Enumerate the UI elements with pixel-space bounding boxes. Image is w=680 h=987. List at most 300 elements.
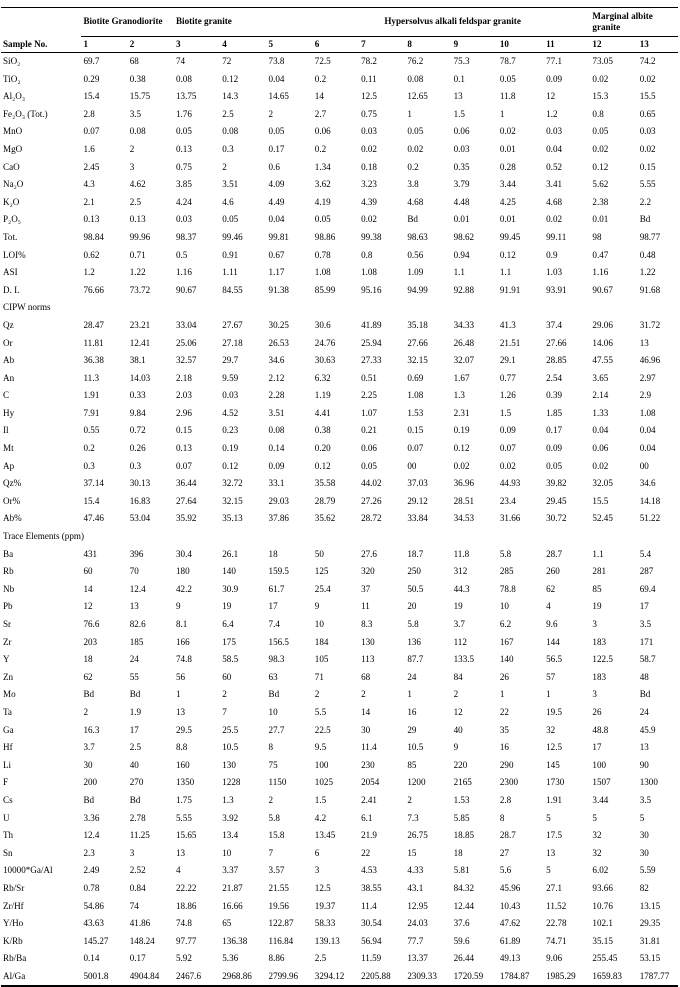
value-cell: 29 xyxy=(407,724,417,735)
value-cell: 0.12 xyxy=(499,249,516,260)
value-cell: 9.84 xyxy=(129,407,146,418)
value-cell: 30 xyxy=(361,724,371,735)
table-row xyxy=(1,493,678,511)
value-cell: 2.78 xyxy=(129,812,146,823)
value-cell: 9 xyxy=(175,601,181,612)
value-cell: 3.5 xyxy=(639,619,652,629)
value-cell: 71 xyxy=(314,671,324,682)
value-cell: 0.01 xyxy=(453,214,470,225)
value-cell: 48 xyxy=(639,671,649,682)
value-cell: 98 xyxy=(592,231,602,242)
value-cell: 39.82 xyxy=(546,478,567,489)
value-cell: 0.2 xyxy=(314,143,327,154)
row-label: Qz xyxy=(3,319,14,330)
sample-number-12: 12 xyxy=(592,39,602,49)
value-cell: 0.13 xyxy=(175,143,192,154)
row-label: SiO₂ xyxy=(3,56,21,66)
value-cell: 5.85 xyxy=(453,812,470,823)
value-cell: 0.75 xyxy=(175,161,192,172)
value-cell: 37.14 xyxy=(83,478,104,489)
value-cell: 12.5 xyxy=(314,882,331,893)
value-cell: 12.44 xyxy=(453,900,475,911)
value-cell: 14 xyxy=(83,583,93,594)
value-cell: 19.5 xyxy=(546,706,563,717)
table-row xyxy=(1,598,678,616)
row-label: Tot. xyxy=(3,231,18,242)
value-cell: 13 xyxy=(546,847,556,858)
value-cell: 98.3 xyxy=(268,654,285,665)
value-cell: 0.09 xyxy=(546,73,563,84)
value-cell: 4.68 xyxy=(546,196,563,207)
value-cell: 36.96 xyxy=(453,478,475,489)
value-cell: 8 xyxy=(499,812,505,823)
value-cell: 1.91 xyxy=(546,794,563,805)
table-row xyxy=(1,792,678,810)
value-cell: 148.24 xyxy=(129,935,155,946)
sample-number-5: 5 xyxy=(268,39,274,49)
value-cell: 53.15 xyxy=(639,953,661,964)
corner-cell xyxy=(1,8,81,37)
value-cell: 46.96 xyxy=(639,355,661,366)
value-cell: 49.13 xyxy=(499,953,521,964)
value-cell: 0.02 xyxy=(453,460,470,471)
value-cell: 65 xyxy=(222,918,232,929)
value-cell: 136 xyxy=(407,636,421,647)
value-cell: 13.4 xyxy=(222,830,239,841)
value-cell: 16 xyxy=(407,706,417,717)
row-label: ASI xyxy=(3,267,18,278)
value-cell: 15.4 xyxy=(83,91,100,102)
value-cell: 15.75 xyxy=(129,91,151,102)
value-cell: 25.06 xyxy=(175,337,197,348)
value-cell: 0.48 xyxy=(639,249,656,260)
value-cell: 3.51 xyxy=(222,179,239,190)
value-cell: 9.5 xyxy=(314,742,327,753)
value-cell: 4.3 xyxy=(83,179,95,190)
value-cell: 0.15 xyxy=(407,425,424,436)
value-cell: 156.5 xyxy=(268,636,289,647)
sample-number-13: 13 xyxy=(639,39,649,49)
value-cell: 0.04 xyxy=(592,425,609,436)
value-cell: 122.87 xyxy=(268,918,294,929)
value-cell: 5.36 xyxy=(222,953,239,964)
value-cell: 36.44 xyxy=(175,478,197,489)
value-cell: 23.21 xyxy=(129,319,151,330)
value-cell: 84.32 xyxy=(453,882,475,893)
value-cell: 69.4 xyxy=(639,583,656,594)
value-cell: 42.2 xyxy=(175,583,192,594)
value-cell: 17 xyxy=(268,601,278,612)
value-cell: 21.87 xyxy=(222,882,243,893)
value-cell: 0.67 xyxy=(268,249,285,260)
value-cell: 0.8 xyxy=(592,108,604,119)
value-cell: 1350 xyxy=(175,777,195,788)
value-cell: 61.7 xyxy=(268,583,285,594)
value-cell: 11 xyxy=(361,601,370,612)
value-cell: 0.38 xyxy=(129,73,146,84)
value-cell: 3.8 xyxy=(407,179,419,190)
value-cell: 10.5 xyxy=(222,742,239,753)
value-cell: 21.55 xyxy=(268,882,289,893)
value-cell: 1 xyxy=(546,689,551,700)
value-cell: 0.05 xyxy=(499,73,516,84)
sample-number-10: 10 xyxy=(499,39,509,49)
value-cell: 41.3 xyxy=(499,319,516,330)
value-cell: 0.12 xyxy=(222,460,239,471)
value-cell: 0.17 xyxy=(546,425,563,436)
value-cell: 99.11 xyxy=(546,231,567,242)
value-cell: 14.06 xyxy=(592,337,613,348)
row-label: Sn xyxy=(3,847,13,858)
value-cell: Bd xyxy=(407,214,418,225)
value-cell: 0.20 xyxy=(314,443,331,454)
value-cell: Bd xyxy=(268,689,280,700)
value-cell: 1150 xyxy=(268,777,287,788)
value-cell: 1985.29 xyxy=(544,968,590,987)
value-cell: 4.09 xyxy=(268,179,285,190)
value-cell: 68 xyxy=(361,671,371,682)
value-cell: 230 xyxy=(361,759,375,770)
value-cell: 17.5 xyxy=(546,830,563,841)
value-cell: 91.91 xyxy=(499,284,521,295)
value-cell: 85 xyxy=(592,583,602,594)
value-cell: 0.29 xyxy=(83,73,100,84)
value-cell: 0.2 xyxy=(83,443,95,454)
value-cell: 58.33 xyxy=(314,918,336,929)
value-cell: 68 xyxy=(129,56,139,66)
value-cell: 220 xyxy=(453,759,468,770)
value-cell: 85.99 xyxy=(314,284,336,295)
value-cell: 0.02 xyxy=(639,143,656,154)
value-cell: 122.5 xyxy=(592,654,613,665)
value-cell: 13 xyxy=(129,601,139,612)
table-row xyxy=(1,898,678,916)
value-cell: 0.33 xyxy=(129,390,146,401)
value-cell: 29.03 xyxy=(268,495,289,506)
value-cell: 87.7 xyxy=(407,654,424,665)
value-cell: 8.8 xyxy=(175,742,188,753)
value-cell: 3.44 xyxy=(499,179,516,190)
value-cell: 2.8 xyxy=(83,108,95,119)
value-cell: 9 xyxy=(453,742,459,753)
value-cell: 0.12 xyxy=(453,443,470,454)
sample-number-1: 1 xyxy=(83,39,88,49)
value-cell: 30 xyxy=(639,847,649,858)
value-cell: 32.15 xyxy=(407,355,428,366)
value-cell: 8 xyxy=(268,742,274,753)
value-cell: 37.86 xyxy=(268,513,289,524)
sample-number-7: 7 xyxy=(361,39,366,49)
value-cell: 41.89 xyxy=(361,319,382,330)
value-cell: 82 xyxy=(639,882,649,893)
value-cell: 99.96 xyxy=(129,231,151,242)
value-cell: 0.12 xyxy=(314,460,331,471)
value-cell: 5.81 xyxy=(453,865,470,876)
value-cell: 1.07 xyxy=(361,407,377,418)
row-label: Na₂O xyxy=(3,179,24,190)
value-cell: 15.8 xyxy=(268,830,285,841)
value-cell: 1720.59 xyxy=(452,968,498,987)
value-cell: 0.28 xyxy=(499,161,516,172)
value-cell: 3.36 xyxy=(83,812,100,823)
table-row xyxy=(1,194,678,212)
value-cell: 59.6 xyxy=(453,935,470,946)
value-cell: 2.31 xyxy=(453,407,470,418)
table-row xyxy=(1,757,678,775)
value-cell: 37.4 xyxy=(546,319,563,330)
table-row xyxy=(1,88,678,106)
value-cell: 95.16 xyxy=(361,284,382,295)
value-cell: 43.63 xyxy=(83,918,104,929)
value-cell: 30.13 xyxy=(129,478,151,489)
value-cell: 45.96 xyxy=(499,882,521,893)
value-cell: 0.9 xyxy=(546,249,558,260)
value-cell: 11.8 xyxy=(453,548,470,559)
value-cell: 25.4 xyxy=(314,583,331,594)
value-cell: 5.5 xyxy=(314,706,327,717)
value-cell: 0.02 xyxy=(361,214,377,225)
group-header-biotite-granite: Biotite granite xyxy=(174,8,313,37)
value-cell: 1.08 xyxy=(314,267,331,278)
value-cell: 0.02 xyxy=(499,126,516,137)
value-cell: 90 xyxy=(639,759,649,770)
value-cell: 18.7 xyxy=(407,548,424,559)
value-cell: 3.23 xyxy=(361,179,377,190)
row-label: U xyxy=(3,812,10,823)
table-row xyxy=(1,704,678,722)
value-cell: 183 xyxy=(592,671,607,682)
value-cell: 00 xyxy=(639,460,649,471)
value-cell: 47.62 xyxy=(499,918,521,929)
value-cell: 2.18 xyxy=(175,372,192,383)
value-cell: 98.86 xyxy=(314,231,336,242)
value-cell: 1.08 xyxy=(407,390,424,401)
value-cell: 2 xyxy=(129,143,135,154)
value-cell: 0.06 xyxy=(592,443,609,454)
value-cell: 2.28 xyxy=(268,390,285,401)
group-header-hypersolvus-granite: Hypersolvus alkali feldspar granite xyxy=(313,8,591,37)
value-cell: 1.19 xyxy=(314,390,331,401)
value-cell: 3 xyxy=(592,619,597,629)
value-cell: 72.5 xyxy=(314,56,331,66)
value-cell: 2968.86 xyxy=(220,968,266,987)
value-cell: 20 xyxy=(407,601,417,612)
value-cell: 0.05 xyxy=(592,126,609,137)
value-cell: 2.97 xyxy=(639,372,656,383)
table-row xyxy=(1,106,678,124)
value-cell: 14 xyxy=(314,91,324,102)
value-cell: 290 xyxy=(499,759,514,770)
value-cell: 3 xyxy=(129,847,135,858)
value-cell: 30.72 xyxy=(546,513,567,524)
value-cell: 26.48 xyxy=(453,337,475,348)
value-cell: 0.08 xyxy=(222,126,239,137)
table-row xyxy=(1,370,678,388)
value-cell: 73.72 xyxy=(129,284,151,295)
value-cell: 4.39 xyxy=(361,196,377,207)
value-cell: 11.3 xyxy=(83,372,100,383)
row-label: P₂O₅ xyxy=(3,214,21,225)
table-row xyxy=(1,546,678,564)
value-cell: 10.43 xyxy=(499,900,521,911)
value-cell: 12.41 xyxy=(129,337,151,348)
value-cell: 4.53 xyxy=(361,865,377,876)
value-cell: 33.1 xyxy=(268,478,285,489)
row-label: Zr/Hf xyxy=(3,900,24,911)
value-cell: 2165 xyxy=(453,777,472,788)
value-cell: 171 xyxy=(639,636,654,647)
value-cell: 0.91 xyxy=(222,249,239,260)
value-cell: 3.79 xyxy=(453,179,470,190)
table-row xyxy=(1,634,678,652)
value-cell: 37.03 xyxy=(407,478,428,489)
row-label: 10000*Ga/Al xyxy=(3,865,53,876)
value-cell: 52.45 xyxy=(592,513,613,524)
value-cell: 1.2 xyxy=(546,108,558,119)
value-cell: 1.34 xyxy=(314,161,331,172)
value-cell: 3.7 xyxy=(83,742,95,753)
table-row xyxy=(1,229,678,247)
table-row xyxy=(1,563,678,581)
value-cell: 1.1 xyxy=(453,267,465,278)
geochemistry-table xyxy=(1,7,678,987)
value-cell: 29.06 xyxy=(592,319,613,330)
value-cell: 0.47 xyxy=(592,249,609,260)
value-cell: 99.81 xyxy=(268,231,289,242)
value-cell: 0.13 xyxy=(175,443,192,454)
value-cell: 75.3 xyxy=(453,56,470,66)
sample-number-row xyxy=(1,37,678,53)
value-cell: 2.41 xyxy=(361,794,377,805)
value-cell: 0.05 xyxy=(361,460,377,471)
value-cell: 26 xyxy=(592,706,602,717)
value-cell: 12.4 xyxy=(129,583,146,594)
value-cell: 5.8 xyxy=(268,812,280,823)
value-cell: 90.67 xyxy=(175,284,197,295)
table-row xyxy=(1,669,678,687)
table-row xyxy=(1,176,678,194)
value-cell: 57 xyxy=(546,671,556,682)
value-cell: 2 xyxy=(83,706,88,717)
value-cell: 2 xyxy=(453,689,459,700)
value-cell: 0.04 xyxy=(546,143,563,154)
row-label: LOI% xyxy=(3,249,26,260)
value-cell: 9.6 xyxy=(546,619,558,629)
value-cell: 0.12 xyxy=(222,73,239,84)
value-cell: 27.18 xyxy=(222,337,243,348)
value-cell: 1025 xyxy=(314,777,333,788)
value-cell: 74.8 xyxy=(175,918,192,929)
value-cell: 30 xyxy=(83,759,93,770)
value-cell: 9 xyxy=(314,601,320,612)
value-cell: 2.8 xyxy=(499,794,512,805)
value-cell: 0.05 xyxy=(175,126,192,137)
value-cell: 92.88 xyxy=(453,284,475,295)
value-cell: 2 xyxy=(222,161,227,172)
value-cell: 0.78 xyxy=(83,882,100,893)
value-cell: 5 xyxy=(546,865,551,876)
value-cell: 0.3 xyxy=(83,460,95,471)
row-label: Y/Ho xyxy=(3,918,24,929)
value-cell: 14.3 xyxy=(222,91,239,102)
value-cell: 16.83 xyxy=(129,495,151,506)
row-label: Y xyxy=(3,654,10,665)
row-label: Mt xyxy=(3,443,14,454)
row-label: Al₂O₃ xyxy=(3,91,26,102)
value-cell: 5 xyxy=(546,812,551,823)
table-row xyxy=(1,686,678,704)
value-cell: 4.48 xyxy=(453,196,470,207)
value-cell: 31.66 xyxy=(499,513,521,524)
value-cell: 24 xyxy=(129,654,139,665)
value-cell: 3.62 xyxy=(314,179,331,190)
value-cell: 11.25 xyxy=(129,830,150,841)
value-cell: 0.23 xyxy=(222,425,239,436)
section-label: Trace Elements (ppm) xyxy=(3,531,84,542)
value-cell: 0.13 xyxy=(83,214,100,225)
value-cell: 17 xyxy=(639,601,649,612)
row-label: Or xyxy=(3,337,13,348)
value-cell: 29.1 xyxy=(499,355,516,366)
value-cell: 1.16 xyxy=(592,267,609,278)
value-cell: 24.76 xyxy=(314,337,336,348)
value-cell: 28.72 xyxy=(361,513,382,524)
value-cell: 72 xyxy=(222,56,232,66)
value-cell: 0.72 xyxy=(129,425,146,436)
value-cell: 6.32 xyxy=(314,372,331,383)
table-row xyxy=(1,71,678,89)
value-cell: 11.8 xyxy=(499,91,516,102)
value-cell: 36.38 xyxy=(83,355,104,366)
sample-number-9: 9 xyxy=(453,39,459,49)
value-cell: 2.7 xyxy=(314,108,327,119)
value-cell: 0.11 xyxy=(361,73,377,84)
value-cell: 183 xyxy=(592,636,607,647)
value-cell: 47.46 xyxy=(83,513,104,524)
table-row xyxy=(1,405,678,423)
value-cell: 16 xyxy=(499,742,509,753)
value-cell: 0.75 xyxy=(361,108,377,119)
value-cell: 2.54 xyxy=(546,372,563,383)
table-row xyxy=(1,581,678,599)
value-cell: 50 xyxy=(314,548,324,559)
value-cell: 203 xyxy=(83,636,98,647)
value-cell: 13 xyxy=(639,742,649,753)
group-header-biotite-granodiorite: Biotite Granodiorite xyxy=(81,8,174,37)
value-cell: 7.4 xyxy=(268,619,280,629)
value-cell: 0.02 xyxy=(361,143,377,154)
value-cell: 0.02 xyxy=(499,460,516,471)
value-cell: 0.19 xyxy=(453,425,470,436)
value-cell: 0.01 xyxy=(499,143,516,154)
value-cell: 7.3 xyxy=(407,812,419,823)
value-cell: 18 xyxy=(83,654,93,665)
value-cell: 0.04 xyxy=(268,73,285,84)
group-header-marginal-albite-granite: Marginal albite granite xyxy=(590,8,678,37)
value-cell: 1228 xyxy=(222,777,241,788)
value-cell: 130 xyxy=(361,636,375,647)
value-cell: 98.77 xyxy=(639,231,661,242)
value-cell: 0.15 xyxy=(175,425,192,436)
value-cell: 3.7 xyxy=(453,619,465,629)
value-cell: 13.15 xyxy=(639,900,661,911)
row-label: Rb/Sr xyxy=(3,882,25,893)
value-cell: 11.81 xyxy=(83,337,104,348)
row-label: Li xyxy=(3,759,12,770)
value-cell: 2205.88 xyxy=(359,968,405,987)
value-cell: 1.09 xyxy=(407,267,424,278)
value-cell: 32.72 xyxy=(222,478,243,489)
